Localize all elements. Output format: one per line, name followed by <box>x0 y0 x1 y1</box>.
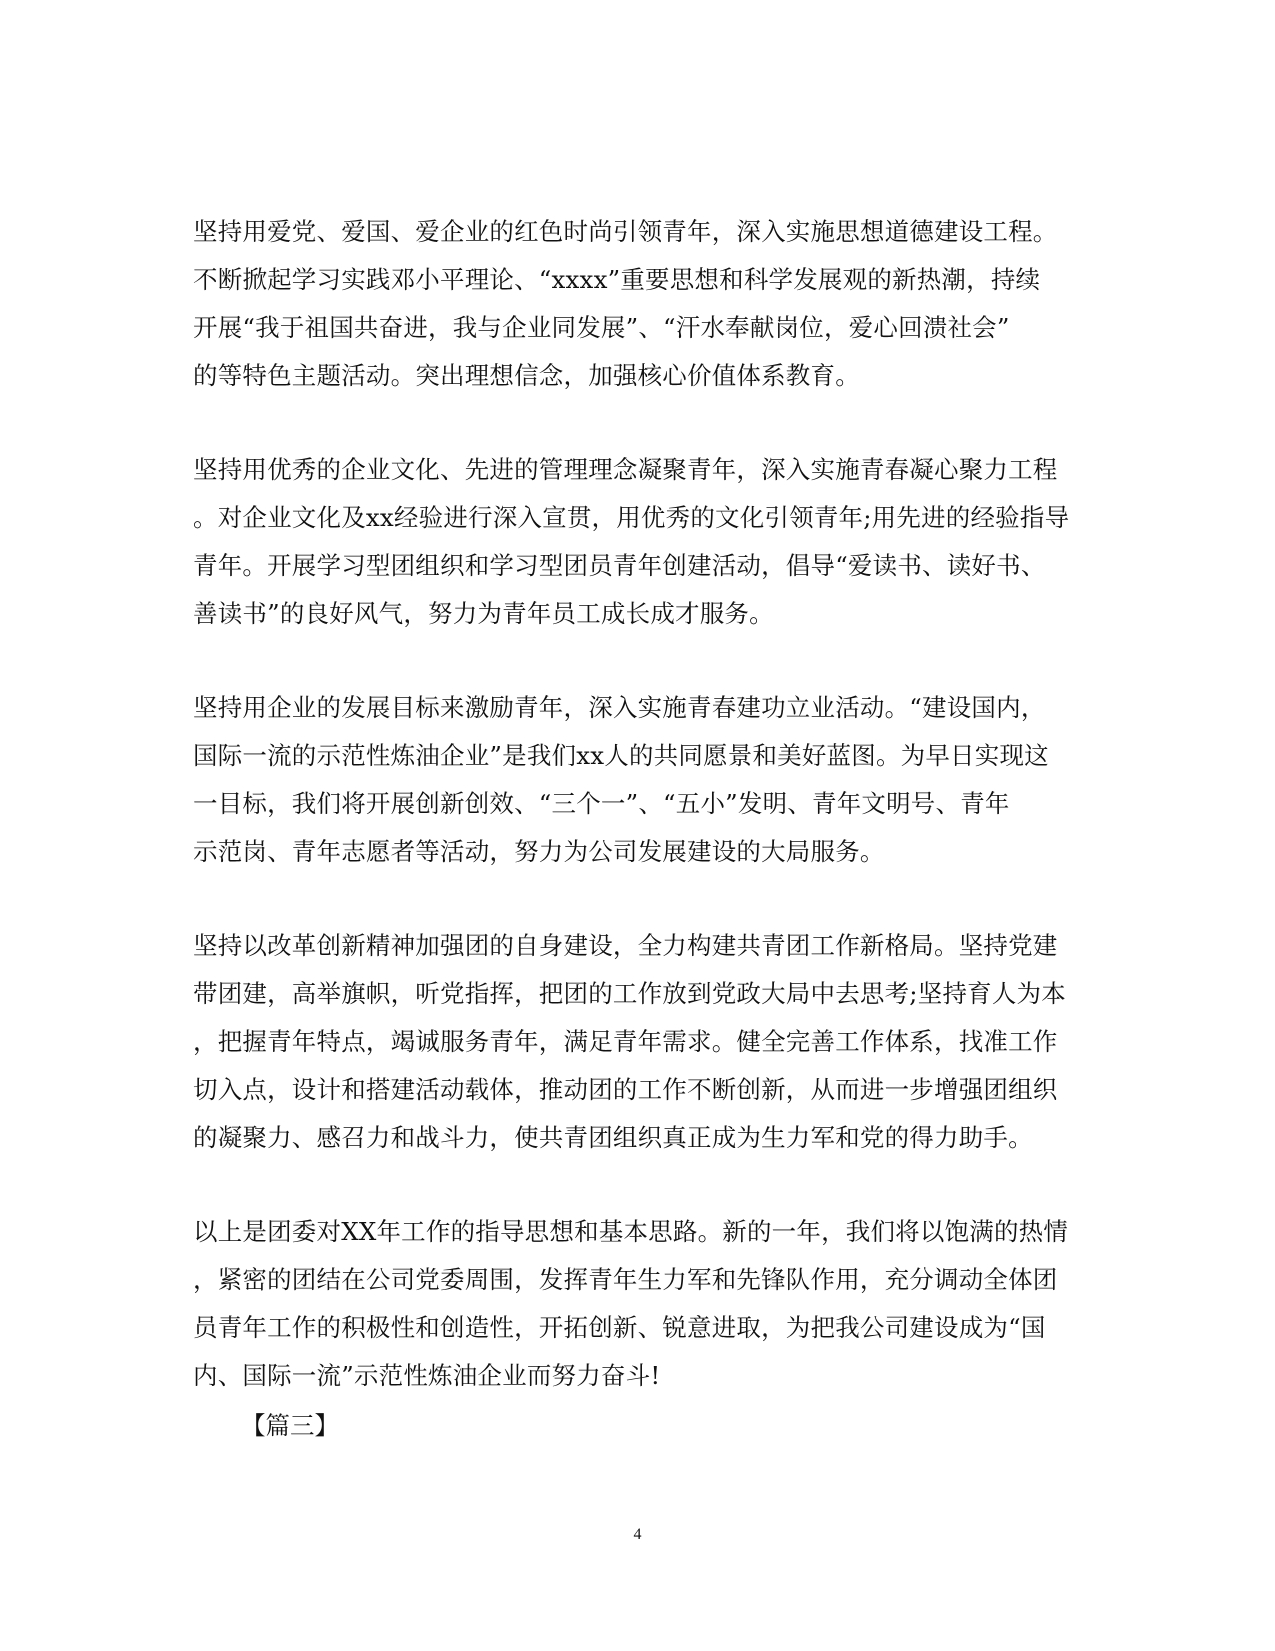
paragraph-line: 开展“我于祖国共奋进，我与企业同发展”、“汗水奉献岗位，爱心回溃社会” <box>193 313 1010 342</box>
paragraph-line: 的凝聚力、感召力和战斗力，使共青团组织真正成为生力军和党的得力助手。 <box>193 1123 1033 1152</box>
paragraph-3 <box>193 684 1093 876</box>
document-body <box>193 208 1093 1450</box>
paragraph-line: 国际一流的示范性炼油企业”是我们xx人的共同愿景和美好蓝图。为早日实现这 <box>193 741 1049 770</box>
paragraph-line: 善读书”的良好风气，努力为青年员工成长成才服务。 <box>193 599 774 628</box>
paragraph-line: 内、国际一流”示范性炼油企业而努力奋斗! <box>193 1361 661 1390</box>
paragraph-line: ，把握青年特点，竭诚服务青年，满足青年需求。健全完善工作体系，找准工作 <box>193 1027 1058 1056</box>
section-heading: 【篇三】 <box>241 1411 339 1440</box>
paragraph-line: 带团建，高举旗帜，听党指挥，把团的工作放到党政大局中去思考;坚持育人为本 <box>193 979 1066 1008</box>
paragraph-4 <box>193 922 1093 1162</box>
page-number: 4 <box>633 1526 642 1543</box>
paragraph-line: ，紧密的团结在公司党委周围，发挥青年生力军和先锋队作用，充分调动全体团 <box>193 1265 1058 1294</box>
paragraph-line: 以上是团委对XX年工作的指导思想和基本思路。新的一年，我们将以饱满的热情 <box>193 1217 1069 1246</box>
paragraph-line: 切入点，设计和搭建活动载体，推动团的工作不断创新，从而进一步增强团组织 <box>193 1075 1058 1104</box>
paragraph-line: 一目标，我们将开展创新创效、“三个一”、“五小”发明、青年文明号、青年 <box>193 789 1010 818</box>
paragraph-line: 青年。开展学习型团组织和学习型团员青年创建活动，倡导“爱读书、读好书、 <box>193 551 1046 580</box>
paragraph-line: 坚持以改革创新精神加强团的自身建设，全力构建共青团工作新格局。坚持党建 <box>193 931 1058 960</box>
paragraph-line: 坚持用企业的发展目标来激励青年，深入实施青春建功立业活动。“建设国内， <box>193 693 1046 722</box>
paragraph-line: 不断掀起学习实践邓小平理论、“xxxx”重要思想和科学发展观的新热潮，持续 <box>193 265 1041 294</box>
paragraph-line: 坚持用优秀的企业文化、先进的管理理念凝聚青年，深入实施青春凝心聚力工程 <box>193 455 1058 484</box>
paragraph-line: 员青年工作的积极性和创造性，开拓创新、锐意进取，为把我公司建设成为“国 <box>193 1313 1046 1342</box>
paragraph-line: 坚持用爱党、爱国、爱企业的红色时尚引领青年，深入实施思想道德建设工程。 <box>193 217 1058 246</box>
paragraph-line: 示范岗、青年志愿者等活动，努力为公司发展建设的大局服务。 <box>193 837 885 866</box>
paragraph-line: 的等特色主题活动。突出理想信念，加强核心价值体系教育。 <box>193 361 860 390</box>
paragraph-line: 。对企业文化及xx经验进行深入宣贯，用优秀的文化引领青年;用先进的经验指导 <box>193 503 1070 532</box>
paragraph-1 <box>193 208 1093 400</box>
paragraph-2 <box>193 446 1093 638</box>
paragraph-5 <box>193 1208 1093 1400</box>
